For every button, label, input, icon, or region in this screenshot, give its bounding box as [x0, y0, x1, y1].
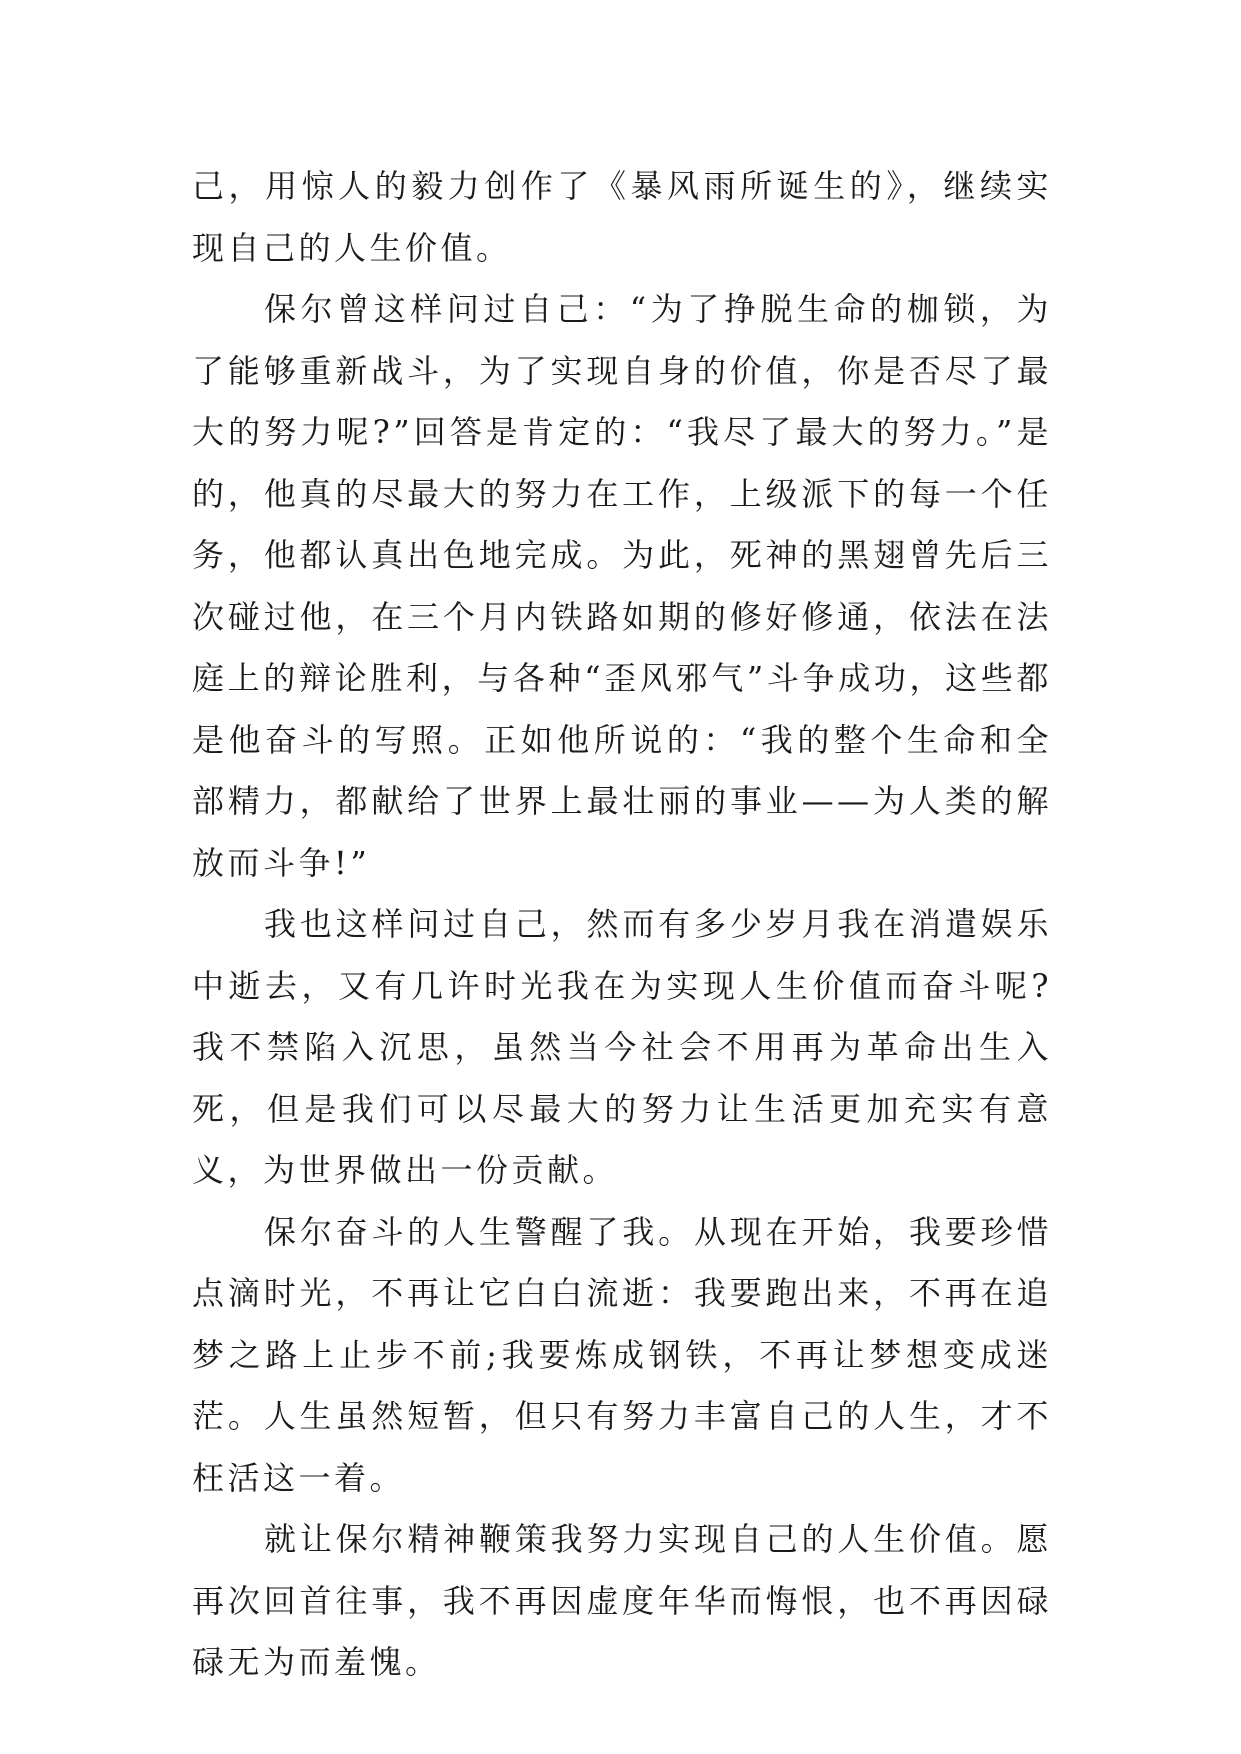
- paragraph-self-reflection: 我也这样问过自己，然而有多少岁月我在消遣娱乐中逝去，又有几许时光我在为实现人生价值而奋斗呢?我不禁陷入沉思，虽然当今社会不用再为革命出生入死，但是我们可以尽最大的努力让生活更加充实有意义，为世界做出一份贡献。: [192, 905, 1052, 1189]
- paragraph-paul-question: 保尔曾这样问过自己：“为了挣脱生命的枷锁，为了能够重新战斗，为了实现自身的价值，你是否尽了最大的努力呢?”回答是肯定的：“我尽了最大的努力。”是的，他真的尽最大的努力在工作，上级派下的每一个任务，他都认真出色地完成。为此，死神的黑翅曾先后三次碰过他，在三个月内铁路如期的修好修通，依法在法庭上的辩论胜利，与各种“歪风邪气”斗争成功，这些都是他奋斗的写照。正如他所说的：“我的整个生命和全部精力，都献给了世界上最壮丽的事业——为人类的解放而斗争!”: [192, 290, 1052, 882]
- paragraph-conclusion: 就让保尔精神鞭策我努力实现自己的人生价值。愿再次回首往事，我不再因虚度年华而悔恨，也不再因碌碌无为而羞愧。: [192, 1520, 1052, 1681]
- paragraph-awakening: 保尔奋斗的人生警醒了我。从现在开始，我要珍惜点滴时光，不再让它白白流逝：我要跑出来，不再在追梦之路上止步不前;我要炼成钢铁，不再让梦想变成迷茫。人生虽然短暂，但只有努力丰富自己的人生，才不枉活这一着。: [192, 1212, 1052, 1497]
- document-body: [192, 156, 1052, 1694]
- paragraph-continuation: 己，用惊人的毅力创作了《暴风雨所诞生的》，继续实现自己的人生价值。: [192, 167, 1052, 267]
